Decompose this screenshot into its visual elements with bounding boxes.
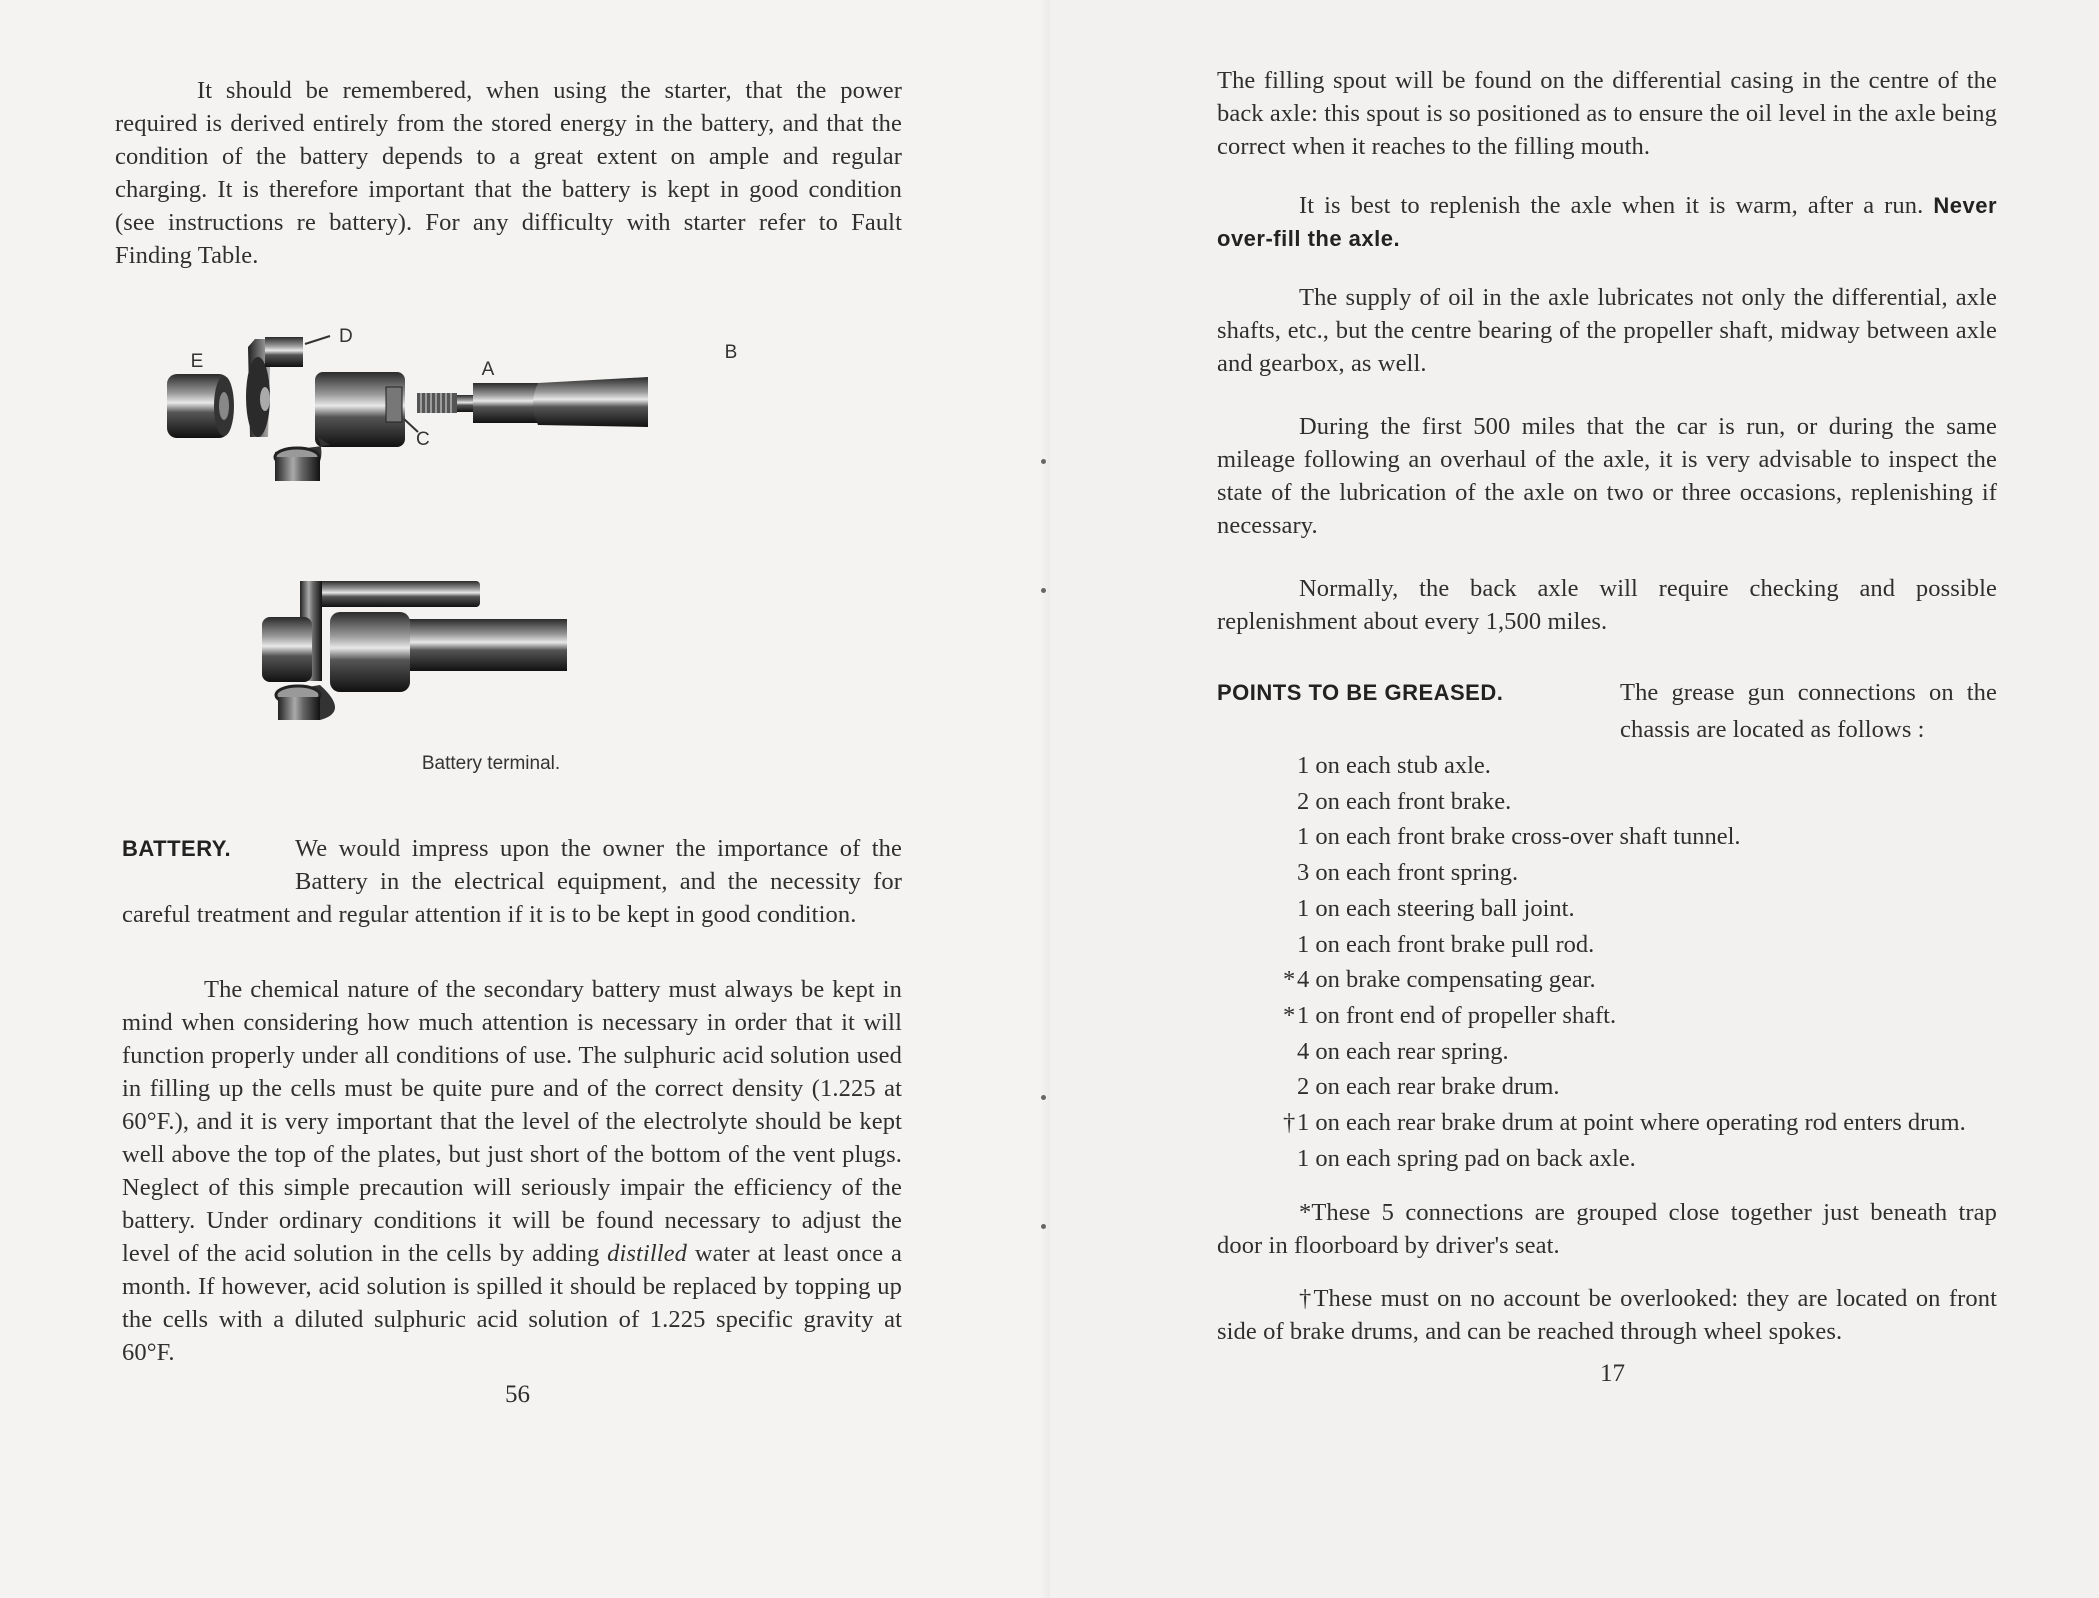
chemical-paragraph bbox=[122, 973, 902, 1369]
nut-e bbox=[167, 374, 234, 438]
normally-paragraph: Normally, the back axle will require checking and possible replenishment about every 1,500 miles. bbox=[1217, 575, 1997, 635]
grease-point-text: 1 on each stub axle. bbox=[1297, 752, 1491, 779]
grease-point-text: 3 on each front spring. bbox=[1297, 859, 1519, 887]
screw-a bbox=[417, 383, 538, 423]
grease-point-text: 1 on front end of propeller shaft. bbox=[1297, 1001, 1617, 1029]
battery-text: We would impress upon the owner the importance of the Battery in the electrical equipment, and the necessity for careful treatment and regular attention if it is to be kept in good condition. bbox=[122, 835, 902, 928]
grease-point-text: 2 on each rear brake drum. bbox=[1297, 1073, 1560, 1101]
grease-point-text: 2 on each front brake. bbox=[1297, 787, 1512, 815]
grease-point-item bbox=[1297, 927, 1997, 963]
grease-point-item bbox=[1297, 855, 1997, 891]
greasing-section-intro bbox=[1217, 674, 1997, 748]
filling-spout-paragraph: The filling spout will be found on the differential casing in the centre of the back axle: this spout is so positioned as to ensure the oil level in the axle being correct when it reaches to the filling mouth. bbox=[1217, 67, 1997, 160]
gutter-speck bbox=[1041, 1224, 1046, 1229]
chemical-text-part1: The chemical nature of the secondary battery must always be kept in mind when considering how much attention is necessary in order that it will function properly under all conditions of use. The sulphuric acid solution used in filling up the cells must be quite pure and of the correct density (1.225 at 60°F.), and it is very important that the level of the electrolyte should be kept well above the top of the plates, but just short of the bottom of the vent plugs. Neglect of this simple precaution will seriously impair the efficiency of the battery. Under ordinary conditions it will be found necessary to adjust the level of the acid solution in the cells by adding bbox=[122, 976, 902, 1267]
assembled-terminal bbox=[262, 581, 567, 720]
grease-point-text: 1 on each front brake pull rod. bbox=[1297, 930, 1595, 958]
grease-point-item bbox=[1283, 962, 1997, 998]
grease-point-item bbox=[1297, 1069, 1997, 1105]
page-number-left: 56 bbox=[505, 1381, 530, 1408]
terminal-body-c bbox=[275, 372, 418, 481]
never-overfill-warning: Never over-fill the axle. bbox=[1217, 193, 1997, 251]
starter-paragraph: It should be remembered, when using the starter, that the power required is derived entirely from the stored energy in the battery, and that the condition of the battery depends to a great extent on ample and regular charging. It is therefore important that the battery is kept in good condition (see instructions re battery). For any difficulty with starter refer to Fault Finding Table. bbox=[115, 77, 902, 269]
grease-point-text: 1 on each steering ball joint. bbox=[1297, 894, 1575, 922]
page-number-right: 17 bbox=[1600, 1360, 1625, 1388]
greasing-intro-text: The grease gun connections on the chassis are located as follows : bbox=[1620, 679, 1997, 743]
label-d: D bbox=[339, 326, 353, 347]
label-b: B bbox=[724, 342, 738, 363]
footnote-star: *These 5 connections are grouped close together just beneath trap door in floorboard by driver's seat. bbox=[1217, 1199, 1997, 1260]
grease-point-item bbox=[1297, 1141, 1997, 1177]
grease-point-item bbox=[1297, 748, 1997, 784]
grease-point-item bbox=[1297, 891, 1997, 927]
footnote-dagger: †These must on no account be overlooked: they are located on front side of brake drums, and can be reached through wheel spokes. bbox=[1217, 1285, 1997, 1346]
chemical-text-part2: water at least once a month. If however, acid solution is spilled it should be replaced by topping up the cells with a diluted sulphuric acid solution of 1.225 specific gravity at 60°F. bbox=[122, 1240, 902, 1366]
cable-b bbox=[533, 377, 648, 427]
footnote-marker: * bbox=[1283, 1001, 1296, 1029]
gutter-speck bbox=[1041, 588, 1046, 593]
grease-point-text: 1 on each front brake cross-over shaft tunnel. bbox=[1297, 823, 1741, 851]
battery-heading: BATTERY. bbox=[122, 836, 232, 861]
battery-terminal-illustration bbox=[115, 272, 902, 752]
right-page-text-column bbox=[1217, 64, 1997, 1388]
first-miles-paragraph: During the first 500 miles that the car is run, or during the same mileage following an overhaul of the axle, it is very advisable to inspect the state of the lubrication of the axle on two or three occasions, replenishing if necessary. bbox=[1217, 413, 1997, 539]
battery-terminal-figure bbox=[115, 272, 902, 752]
gutter-speck bbox=[1041, 459, 1046, 464]
grease-point-item bbox=[1283, 998, 1997, 1034]
footnote-marker: * bbox=[1283, 966, 1296, 994]
grease-points-list bbox=[1283, 748, 1997, 1176]
grease-point-item bbox=[1297, 784, 1997, 820]
grease-point-item bbox=[1297, 1034, 1997, 1070]
points-to-be-greased-heading: POINTS TO BE GREASED. bbox=[1217, 680, 1504, 705]
label-e: E bbox=[190, 351, 204, 372]
label-a: A bbox=[481, 359, 495, 380]
distilled-emphasis: distilled bbox=[607, 1240, 687, 1267]
label-c: C bbox=[416, 429, 430, 450]
grease-point-item bbox=[1297, 819, 1997, 855]
grease-point-text: 4 on each rear spring. bbox=[1297, 1037, 1509, 1065]
grease-point-item bbox=[1283, 1105, 1997, 1141]
battery-section bbox=[122, 832, 902, 931]
oil-supply-paragraph: The supply of oil in the axle lubricates not only the differential, axle shafts, etc., but the centre bearing of the propeller shaft, midway between axle and gearbox, as well. bbox=[1217, 284, 1997, 377]
figure-caption: Battery terminal. bbox=[421, 753, 561, 774]
left-page-text-column bbox=[115, 74, 902, 1409]
replenish-text: It is best to replenish the axle when it is warm, after a run. bbox=[1299, 192, 1924, 219]
grease-point-text: 1 on each rear brake drum at point where operating rod enters drum. bbox=[1297, 1109, 1966, 1137]
gutter-speck bbox=[1041, 1095, 1046, 1100]
replenish-paragraph bbox=[1217, 189, 1997, 255]
footnote-marker: † bbox=[1283, 1109, 1296, 1137]
grease-point-text: 1 on each spring pad on back axle. bbox=[1297, 1144, 1636, 1172]
grease-point-text: 4 on brake compensating gear. bbox=[1297, 966, 1596, 994]
